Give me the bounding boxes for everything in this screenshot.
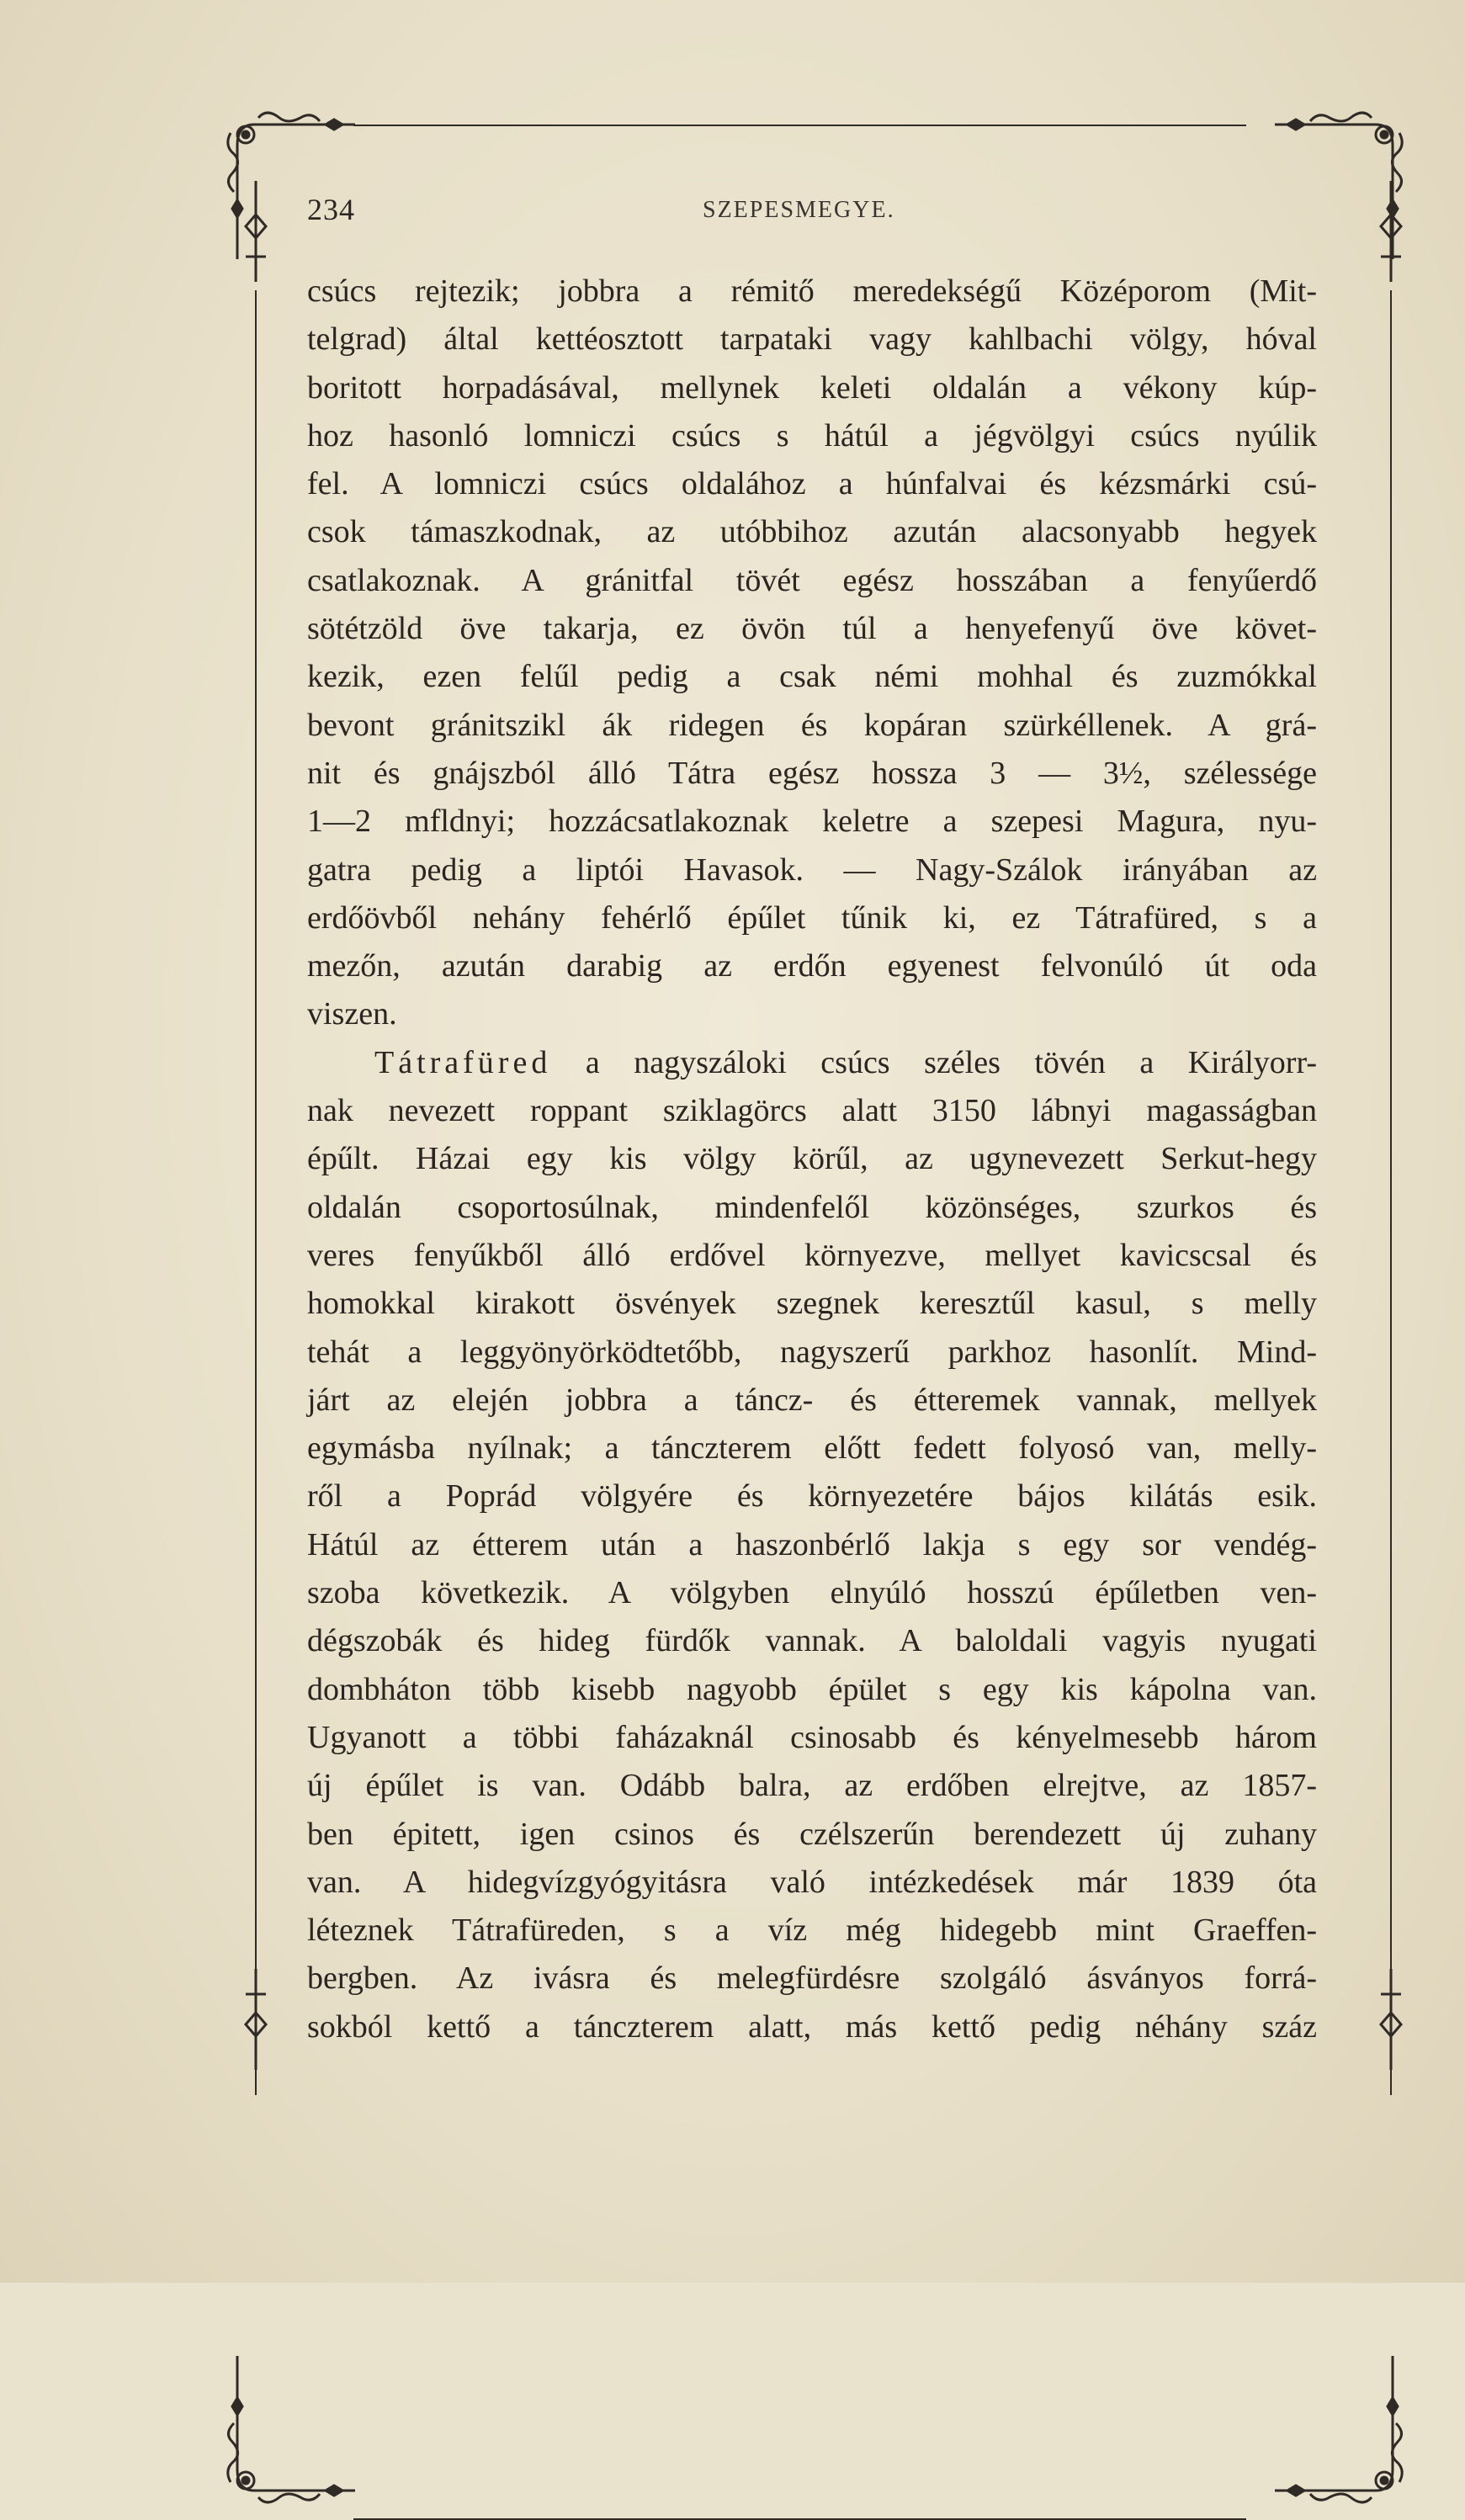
body-text — [307, 268, 1317, 2051]
frame-right-rule — [1390, 290, 1392, 2095]
text-line: dégszobák és hideg fürdők vannak. A baloldali vagyis nyugati — [307, 1623, 1317, 1659]
page-header-title: SZEPESMEGYE. — [703, 197, 895, 223]
text-line: sötétzöld öve takarja, ez övön túl a henyefenyű öve követ- — [307, 611, 1317, 647]
paragraph-first-line — [307, 1039, 1317, 1087]
side-ornament-right-top-icon — [1374, 181, 1408, 282]
text-line: hoz hasonló lomniczi csúcs s hátúl a jégvölgyi csúcs nyúlik — [307, 417, 1317, 454]
side-ornament-left-bottom-icon — [239, 1969, 273, 2070]
text-line: sokból kettő a tánczterem alatt, más kettő pedig néhány száz — [307, 2008, 1317, 2045]
text-line: dombháton több kisebb nagyobb épület s egy kis kápolna van. — [307, 1671, 1317, 1707]
text-line: Hátúl az étterem után a haszonbérlő lakja s egy sor vendég- — [307, 1526, 1317, 1562]
text-line: csok támaszkodnak, az utóbbihoz azután alacsonyabb hegyek — [307, 514, 1317, 550]
text-line: csúcs rejtezik; jobbra a rémitő meredekségű Középorom (Mit- — [307, 273, 1317, 309]
side-ornament-left-top-icon — [239, 181, 273, 282]
text-line: bergben. Az ivásra és melegfürdésre szolgáló ásványos forrá- — [307, 1960, 1317, 1997]
text-line: homokkal kirakott ösvények szegnek keresztűl kasul, s melly — [307, 1286, 1317, 1322]
frame-left-rule — [255, 290, 257, 2095]
text-line: kezik, ezen felűl pedig a csak némi mohhal és zuzmókkal — [307, 659, 1317, 695]
text-line: egymásba nyílnak; a tánczterem előtt fedett folyosó van, melly- — [307, 1430, 1317, 1467]
text-line: ről a Poprád völgyére és környezetére bájos kilátás esik. — [307, 1478, 1317, 1515]
text-line: új épűlet is van. Odább balra, az erdőben elrejtve, az 1857- — [307, 1768, 1317, 1804]
text-line: mezőn, azután darabig az erdőn egyenest felvonúló út oda — [307, 948, 1317, 984]
text-line: bevont gránitszikl ák ridegen és kopáran szürkéllenek. A grá- — [307, 707, 1317, 743]
text-line: Ugyanott a többi faházaknál csinosabb és kényelmesebb három — [307, 1719, 1317, 1755]
text-line: csatlakoznak. A gránitfal tövét egész hosszában a fenyűerdő — [307, 562, 1317, 598]
text-line: veres fenyűkből álló erdővel környezve, mellyet kavicscsal és — [307, 1237, 1317, 1273]
text-line: szoba következik. A völgyben elnyúló hosszú épűletben ven- — [307, 1575, 1317, 1611]
text-line: járt az elején jobbra a táncz- és étteremek vannak, mellyek — [307, 1382, 1317, 1418]
paragraph-lead-word: Tátrafüred — [374, 1044, 552, 1080]
text-line: nit és gnájszból álló Tátra egész hossza 3 — 3½, szélessége — [307, 755, 1317, 791]
text-line: nak nevezett roppant sziklagörcs alatt 3150 lábnyi magasságban — [307, 1093, 1317, 1129]
text-line: telgrad) által kettéosztott tarpataki vagy kahlbachi völgy, hóval — [307, 321, 1317, 358]
text-line: 1—2 mfldnyi; hozzácsatlakoznak keletre a szepesi Magura, nyu- — [307, 804, 1317, 840]
corner-ornament-bottom-left-icon — [220, 2356, 364, 2516]
text-line: léteznek Tátrafüreden, s a víz még hidegebb mint Graeffen- — [307, 1913, 1317, 1949]
text-line: fel. A lomniczi csúcs oldalához a húnfalvai és kézsmárki csú- — [307, 466, 1317, 502]
text-line: ben épitett, igen csinos és czélszerűn berendezett új zuhany — [307, 1816, 1317, 1852]
text-line: gatra pedig a liptói Havasok. — Nagy-Szálok irányában az — [307, 851, 1317, 888]
text-line: épűlt. Házai egy kis völgy körűl, az ugynevezett Serkut-hegy — [307, 1141, 1317, 1177]
corner-ornament-bottom-right-icon — [1266, 2356, 1409, 2516]
text-line: viszen. — [307, 996, 397, 1032]
page-number: 234 — [307, 193, 355, 226]
side-ornament-right-bottom-icon — [1374, 1969, 1408, 2070]
running-head — [307, 192, 1317, 234]
text-line: oldalán csoportosúlnak, mindenfelől közönséges, szurkos és — [307, 1189, 1317, 1225]
text-line: van. A hidegvízgyógyitásra való intézkedések már 1839 óta — [307, 1864, 1317, 1900]
text-line: tehát a leggyönyörködtetőbb, nagyszerű parkhoz hasonlít. Mind- — [307, 1334, 1317, 1370]
paragraph-first-line-rest: a nagyszáloki csúcs széles tövén a Királyorr- — [551, 1044, 1317, 1080]
text-line: boritott horpadásával, mellynek keleti oldalán a vékony kúp- — [307, 369, 1317, 406]
text-line: erdőövből nehány fehérlő épűlet tűnik ki, ez Tátrafüred, s a — [307, 899, 1317, 936]
frame-top-rule — [353, 125, 1246, 126]
